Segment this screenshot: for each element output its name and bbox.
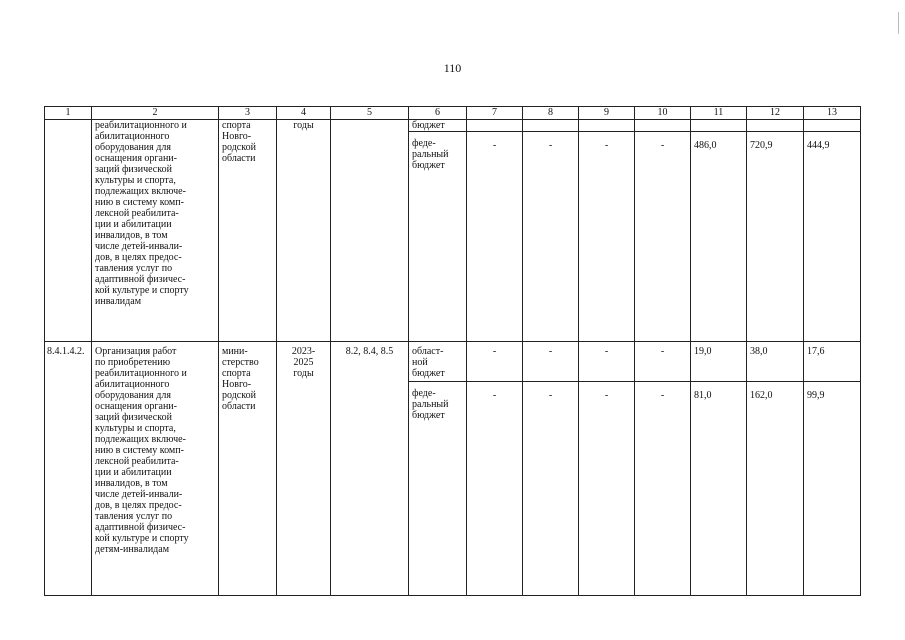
value-cell: -: [467, 132, 523, 342]
column-number: 1: [45, 107, 92, 120]
value-cell: 99,9: [804, 382, 861, 596]
period-cell: годы: [277, 120, 331, 342]
value-cell: 162,0: [747, 382, 804, 596]
value-cell: -: [579, 382, 635, 596]
column-number: 4: [277, 107, 331, 120]
funding-source: област- ной бюджет: [409, 342, 467, 382]
value-cell: 19,0: [691, 342, 747, 382]
program-table: [44, 106, 861, 596]
value-cell: -: [467, 382, 523, 596]
funding-source: феде- ральный бюджет: [409, 382, 467, 596]
value-cell: 486,0: [691, 132, 747, 342]
value-cell: [467, 120, 523, 132]
column-number-row: [45, 107, 861, 120]
value-cell: [747, 120, 804, 132]
value-cell: -: [523, 382, 579, 596]
target-indicator-cell: 8.2, 8.4, 8.5: [331, 342, 409, 596]
value-cell: 444,9: [804, 132, 861, 342]
period-cell: 2023- 2025 годы: [277, 342, 331, 596]
executor-cell: мини- стерство спорта Новго- родской области: [219, 342, 277, 596]
column-number: 9: [579, 107, 635, 120]
scan-edge-mark: [898, 12, 899, 34]
value-cell: 720,9: [747, 132, 804, 342]
value-cell: -: [579, 132, 635, 342]
value-cell: 17,6: [804, 342, 861, 382]
item-code-cell: [45, 120, 92, 342]
column-number: 5: [331, 107, 409, 120]
executor-cell: спорта Новго- родской области: [219, 120, 277, 342]
value-cell: [579, 120, 635, 132]
value-cell: -: [635, 342, 691, 382]
value-cell: -: [523, 132, 579, 342]
column-number: 8: [523, 107, 579, 120]
value-cell: [523, 120, 579, 132]
value-cell: -: [467, 342, 523, 382]
item-code-cell: 8.4.1.4.2.: [45, 342, 92, 596]
value-cell: [635, 120, 691, 132]
column-number: 13: [804, 107, 861, 120]
column-number: 11: [691, 107, 747, 120]
value-cell: [691, 120, 747, 132]
value-cell: [804, 120, 861, 132]
value-cell: -: [579, 342, 635, 382]
value-cell: -: [523, 342, 579, 382]
column-number: 3: [219, 107, 277, 120]
value-cell: 38,0: [747, 342, 804, 382]
value-cell: 81,0: [691, 382, 747, 596]
value-cell: -: [635, 132, 691, 342]
table-row: [45, 120, 861, 132]
value-cell: -: [635, 382, 691, 596]
column-number: 12: [747, 107, 804, 120]
column-number: 7: [467, 107, 523, 120]
table-row: [45, 342, 861, 382]
target-indicator-cell: [331, 120, 409, 342]
column-number: 2: [92, 107, 219, 120]
column-number: 10: [635, 107, 691, 120]
funding-source: феде- ральный бюджет: [409, 132, 467, 342]
item-description: Организация работ по приобретению реабилитационного и абилитационного оборудования для оснащения органи- заций физической культуры и спорта, подлежащих включе- нию в систему комп- лексной реабилита- ции и абилитации инвалидов, в том числе детей-инвали- дов, в целях предос- тавления услуг по адаптивной физичес- кой культуре и спорту детям-инвалидам: [92, 342, 219, 596]
item-description: реабилитационного и абилитационного оборудования для оснащения органи- заций физической культуры и спорта, подлежащих включе- нию в систему комп- лексной реабилита- ции и абилитации инвалидов, в том числе детей-инвали- дов, в целях предос- тавления услуг по адаптивной физичес- кой культуре и спорту инвалидам: [92, 120, 219, 342]
page-number: 110: [443, 61, 462, 75]
funding-source: бюджет: [409, 120, 467, 132]
column-number: 6: [409, 107, 467, 120]
